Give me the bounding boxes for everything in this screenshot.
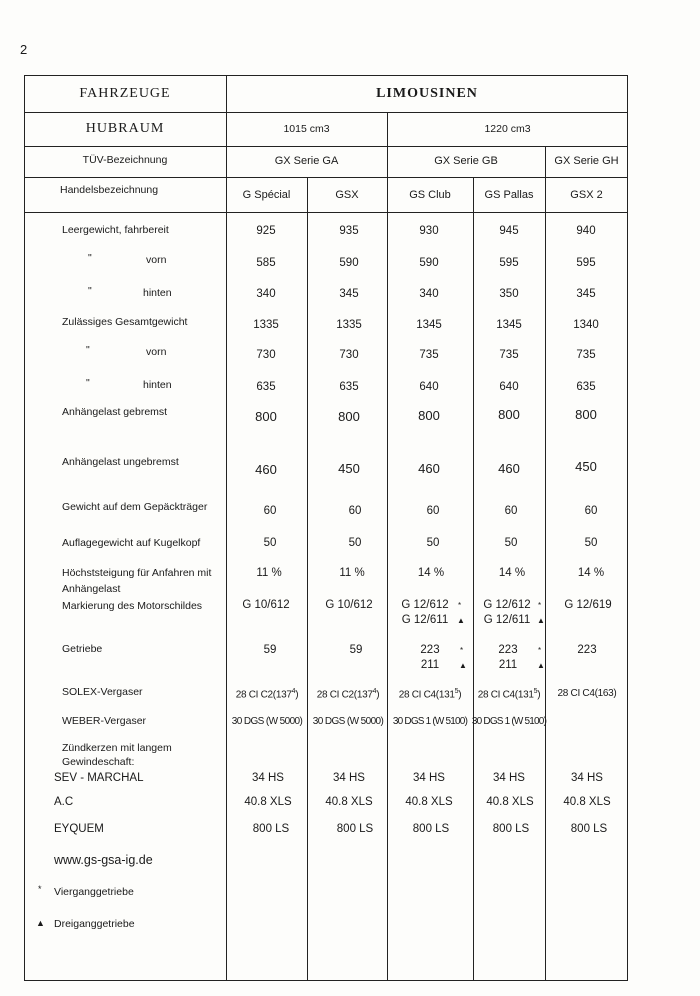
handels-label: Handelsbezeichnung	[60, 184, 159, 196]
val-zul-1: 1335	[253, 319, 279, 331]
val-gepaeck-5: 60	[584, 505, 598, 517]
val-leer-vorn-1: 585	[256, 257, 276, 269]
model-gsx2: GSX 2	[570, 189, 603, 201]
hubraum-1015: 1015 cm3	[283, 123, 330, 135]
val-weber-2: 30 DGS (W 5000)	[312, 716, 384, 727]
val-solex-1	[236, 688, 299, 700]
triangle-marker: ▲	[537, 661, 545, 670]
label-steigung-1: Höchststeigung für Anfahren mit	[62, 567, 212, 579]
val-leer-vorn-4: 595	[499, 257, 519, 269]
val-sev-4: 34 HS	[493, 772, 525, 784]
val-weber-4: 30 DGS 1 (W 5100)	[471, 716, 547, 727]
triangle-marker: ▲	[457, 616, 465, 625]
val-getriebe2-4: 211	[498, 659, 518, 671]
label-zuendkerzen-1: Zündkerzen mit langem	[62, 742, 172, 754]
model-gs-club: GS Club	[409, 189, 451, 201]
tuev-gb: GX Serie GB	[434, 155, 498, 167]
val-eyquem-5: 800 LS	[570, 823, 608, 835]
val-weber-1: 30 DGS (W 5000)	[231, 716, 303, 727]
val-zul-vorn-2: 730	[339, 349, 359, 361]
val-steig-3: 14 %	[417, 567, 445, 579]
val-sev-5: 34 HS	[571, 772, 603, 784]
val-anh-ungeb-5: 450	[575, 459, 597, 474]
val-ac-3: 40.8 XLS	[405, 796, 453, 808]
label-sev: SEV - MARCHAL	[54, 772, 144, 784]
val-kugel-1: 50	[263, 537, 277, 549]
val-zul-3: 1345	[416, 319, 442, 331]
val-leer-hinten-1: 340	[256, 288, 276, 300]
val-eyquem-2: 800 LS	[336, 823, 374, 835]
star-marker: *	[458, 601, 462, 610]
val-getriebe2-3: 211	[420, 659, 440, 671]
val-kugel-3: 50	[426, 537, 440, 549]
val-leer-5: 940	[576, 225, 596, 237]
val-zul-vorn-5: 735	[576, 349, 596, 361]
star-marker: *	[460, 646, 464, 655]
val-ac-1: 40.8 XLS	[244, 796, 292, 808]
val-anh-geb-2: 800	[338, 409, 360, 424]
tuev-ga: GX Serie GA	[274, 155, 339, 167]
triangle-legend-marker: ▲	[36, 918, 45, 928]
val-leer-hinten-2: 345	[339, 288, 359, 300]
val-steig-2: 11 %	[339, 567, 365, 579]
model-gsx: GSX	[335, 189, 359, 201]
solex-close: )	[458, 689, 462, 701]
val-ac-2: 40.8 XLS	[325, 796, 373, 808]
val-eyquem-3: 800 LS	[412, 823, 450, 835]
val-getriebe-4: 223	[498, 644, 518, 656]
val-solex-5: 28 CI C4(163)	[557, 688, 617, 699]
solex-text: 28 CI C2(137	[316, 689, 373, 701]
solex-sup: 5	[533, 688, 538, 695]
solex-sup: 4	[372, 688, 377, 695]
val-getriebe-2: 59	[349, 644, 363, 656]
label-leergewicht: Leergewicht, fahrbereit	[62, 224, 169, 236]
solex-text: 28 CI C2(137	[235, 689, 292, 701]
val-eyquem-4: 800 LS	[492, 823, 530, 835]
val-zul-vorn-3: 735	[419, 349, 439, 361]
label-eyquem: EYQUEM	[54, 823, 104, 835]
val-gepaeck-1: 60	[263, 505, 277, 517]
tuev-gh: GX Serie GH	[554, 155, 619, 167]
val-motor-1: G 10/612	[242, 599, 290, 611]
val-ac-4: 40.8 XLS	[486, 796, 534, 808]
val-zul-hinten-4: 640	[499, 381, 519, 393]
solex-sup: 4	[291, 688, 296, 695]
star-marker: *	[538, 601, 542, 610]
val-weber-3: 30 DGS 1 (W 5100)	[392, 716, 468, 727]
val-anh-ungeb-3: 460	[418, 461, 440, 476]
val-zul-hinten-3: 640	[419, 381, 439, 393]
model-g-special: G Spécial	[242, 189, 291, 201]
val-leer-1: 925	[256, 225, 276, 237]
solex-close: )	[295, 689, 299, 701]
val-anh-geb-5: 800	[575, 407, 597, 422]
val-ac-5: 40.8 XLS	[563, 796, 611, 808]
val-leer-vorn-2: 590	[339, 257, 359, 269]
legend-vierganggetriebe: Vierganggetriebe	[54, 886, 134, 898]
rule-2	[24, 146, 628, 147]
val-leer-vorn-3: 590	[419, 257, 439, 269]
val-leer-3: 930	[419, 225, 439, 237]
triangle-marker: ▲	[459, 661, 467, 670]
val-zul-4: 1345	[496, 319, 522, 331]
label-leer-vorn: vorn	[146, 254, 167, 266]
val-steig-4: 14 %	[498, 567, 526, 579]
val-solex-3	[399, 688, 462, 700]
val-solex-2	[317, 688, 380, 700]
col-rule-a	[307, 177, 308, 981]
val-eyquem-1: 800 LS	[252, 823, 290, 835]
val-gepaeck-4: 60	[504, 505, 518, 517]
val-anh-ungeb-1: 460	[255, 462, 277, 477]
label-anh-ungebremst: Anhängelast ungebremst	[62, 456, 179, 468]
col-rule-1015	[387, 112, 388, 981]
label-leer-hinten: hinten	[143, 287, 172, 299]
val-leer-hinten-5: 345	[576, 288, 596, 300]
col-rule-gh	[545, 146, 546, 981]
val-sev-1: 34 HS	[252, 772, 284, 784]
val-leer-hinten-4: 350	[499, 288, 519, 300]
header-fahrzeuge: FAHRZEUGE	[79, 86, 171, 101]
label-zul-gesamt: Zulässiges Gesamtgewicht	[62, 316, 188, 328]
rule-3	[24, 177, 628, 178]
val-zul-5: 1340	[573, 319, 599, 331]
val-anh-ungeb-4: 460	[498, 461, 520, 476]
rule-1	[24, 112, 628, 113]
val-sev-2: 34 HS	[333, 772, 365, 784]
val-zul-hinten-1: 635	[256, 381, 276, 393]
val-motor-2: G 10/612	[325, 599, 373, 611]
val-anh-geb-4: 800	[498, 407, 520, 422]
val-kugel-4: 50	[504, 537, 518, 549]
val-leer-2: 935	[339, 225, 359, 237]
legend-dreiganggetriebe: Dreiganggetriebe	[54, 918, 135, 930]
spec-table	[24, 75, 628, 981]
website-link[interactable]: www.gs-gsa-ig.de	[54, 853, 153, 867]
val-steig-1: 11 %	[256, 567, 282, 579]
rule-4	[24, 212, 628, 213]
val-zul-vorn-1: 730	[256, 349, 276, 361]
solex-text: 28 CI C4(131	[477, 689, 534, 701]
val-anh-ungeb-2: 450	[338, 461, 360, 476]
val-zul-hinten-2: 635	[339, 381, 359, 393]
solex-text: 28 CI C4(131	[398, 689, 455, 701]
val-gepaeck-2: 60	[348, 505, 362, 517]
val-gepaeck-3: 60	[426, 505, 440, 517]
val-getriebe-3: 223	[420, 644, 440, 656]
hubraum-1220: 1220 cm3	[484, 123, 531, 135]
header-hubraum: HUBRAUM	[85, 121, 165, 136]
ditto-leer-vorn: "	[88, 252, 92, 264]
val-motor2-4: G 12/611	[483, 614, 531, 626]
label-ac: A.C	[54, 796, 74, 808]
label-zul-hinten: hinten	[143, 379, 172, 391]
ditto-zul-vorn: "	[86, 344, 90, 356]
val-kugel-2: 50	[348, 537, 362, 549]
val-zul-2: 1335	[336, 319, 362, 331]
label-weber: WEBER-Vergaser	[62, 715, 147, 727]
label-steigung-2: Anhängelast	[62, 583, 121, 595]
label-getriebe: Getriebe	[62, 643, 103, 655]
star-legend-marker: *	[38, 884, 42, 894]
val-motor-3: G 12/612	[401, 599, 449, 611]
val-leer-hinten-3: 340	[419, 288, 439, 300]
val-leer-4: 945	[499, 225, 519, 237]
val-zul-hinten-5: 635	[576, 381, 596, 393]
val-motor-5: G 12/619	[564, 599, 612, 611]
val-solex-4	[478, 688, 541, 700]
val-anh-geb-1: 800	[255, 409, 277, 424]
val-getriebe-1: 59	[263, 644, 277, 656]
val-steig-5: 14 %	[577, 567, 605, 579]
tuev-label: TÜV-Bezeichnung	[82, 154, 168, 166]
ditto-leer-hinten: "	[88, 285, 92, 297]
val-anh-geb-3: 800	[418, 408, 440, 423]
solex-close: )	[537, 689, 541, 701]
col-rule-label	[226, 75, 227, 981]
val-sev-3: 34 HS	[413, 772, 445, 784]
val-motor2-3: G 12/611	[401, 614, 449, 626]
solex-close: )	[376, 689, 380, 701]
star-marker: *	[538, 646, 542, 655]
model-gs-pallas: GS Pallas	[484, 189, 534, 201]
solex-sup: 5	[454, 688, 459, 695]
val-getriebe-5: 223	[577, 644, 597, 656]
label-zul-vorn: vorn	[146, 346, 167, 358]
val-motor-4: G 12/612	[483, 599, 531, 611]
label-kugelkopf: Auflagegewicht auf Kugelkopf	[62, 537, 201, 549]
label-gepaecktraeger: Gewicht auf dem Gepäckträger	[62, 501, 208, 513]
header-limousinen: LIMOUSINEN	[376, 86, 478, 101]
triangle-marker: ▲	[537, 616, 545, 625]
label-motorschild: Markierung des Motorschildes	[62, 600, 203, 612]
ditto-zul-hinten: "	[86, 377, 90, 389]
label-solex: SOLEX-Vergaser	[62, 686, 143, 698]
label-anh-gebremst: Anhängelast gebremst	[62, 406, 168, 418]
val-kugel-5: 50	[584, 537, 598, 549]
col-rule-b	[473, 177, 474, 981]
val-leer-vorn-5: 595	[576, 257, 596, 269]
val-zul-vorn-4: 735	[499, 349, 519, 361]
label-zuendkerzen-2: Gewindeschaft:	[62, 756, 135, 768]
page-number: 2	[20, 42, 28, 57]
